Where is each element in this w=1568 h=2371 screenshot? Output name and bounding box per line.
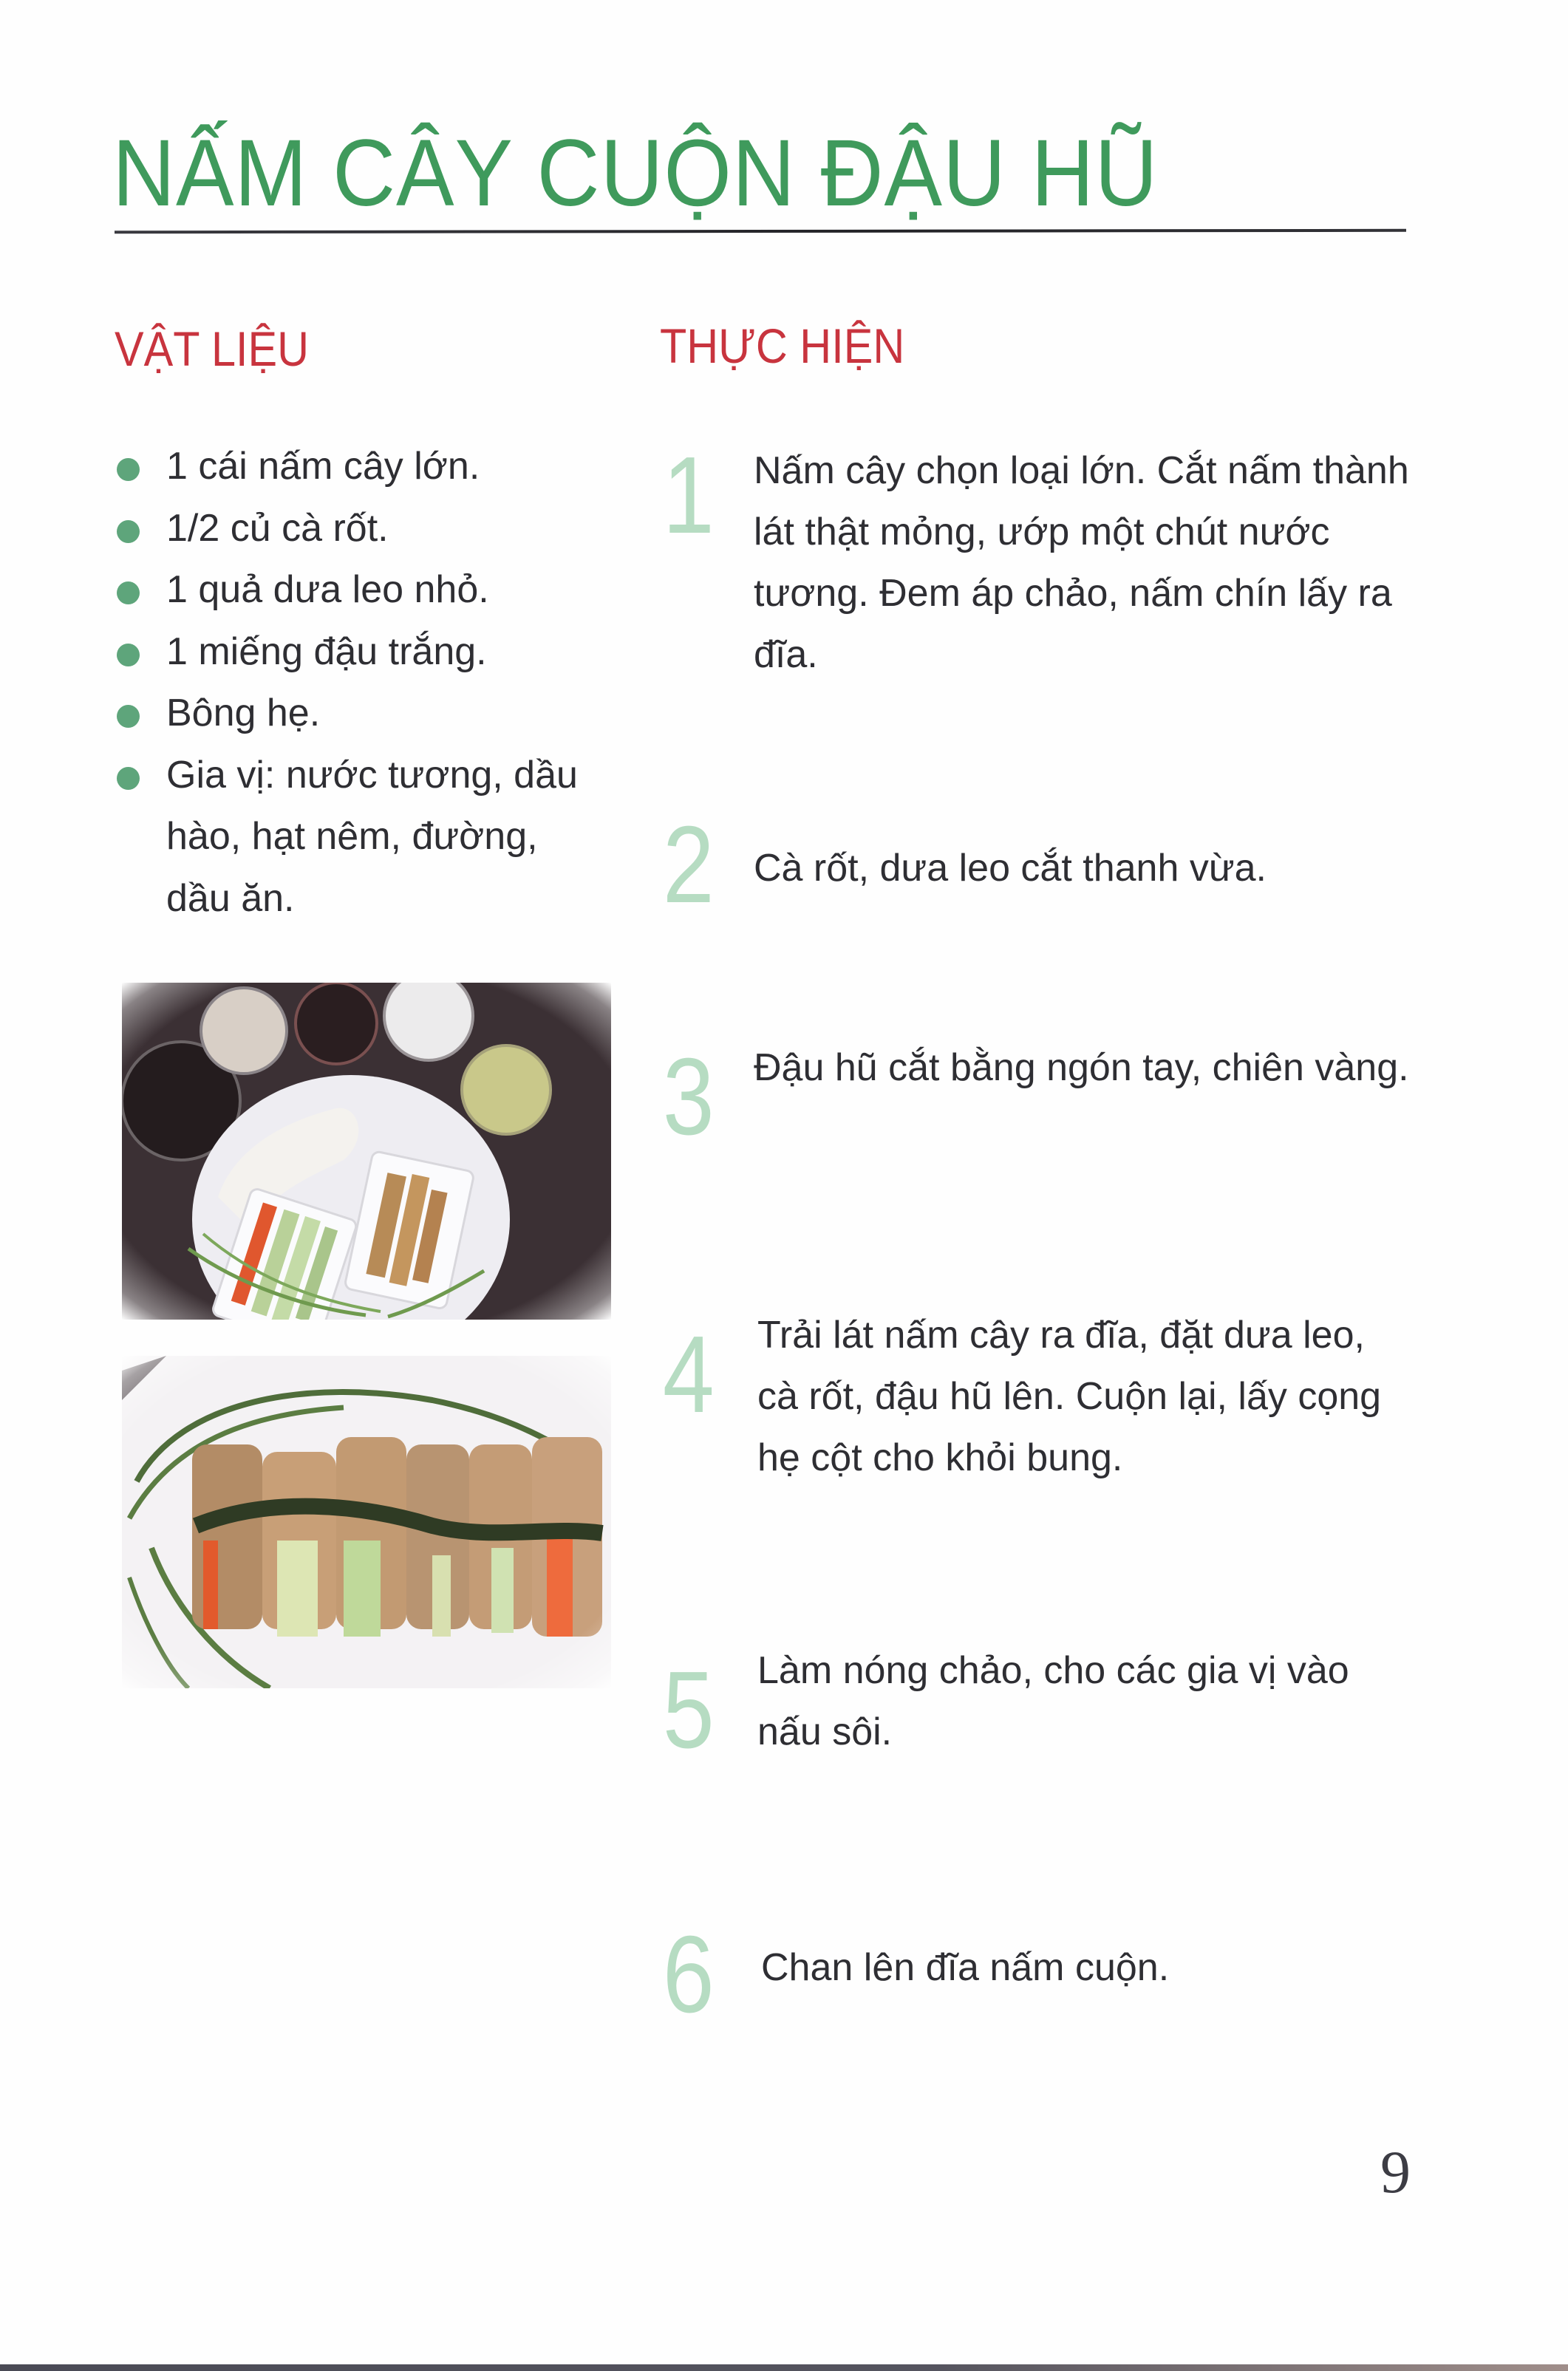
step-text: Đậu hũ cắt bằng ngón tay, chiên vàng. xyxy=(754,1046,1409,1089)
step-number: 6 xyxy=(662,1914,715,2036)
step-item xyxy=(654,434,1430,706)
ingredient-text: 1 cái nấm cây lớn. xyxy=(166,445,480,488)
ingredients-photo xyxy=(122,983,611,1320)
step-item xyxy=(654,804,1430,928)
step-text: Cà rốt, dưa leo cắt thanh vừa. xyxy=(754,847,1267,890)
step-text: Làm nóng chảo, cho các gia vị vào nấu sôi. xyxy=(757,1649,1349,1753)
ingredient-item xyxy=(115,683,632,745)
bullet-dot-icon xyxy=(117,767,140,790)
bullet-dot-icon xyxy=(117,644,140,666)
ingredient-item xyxy=(115,745,580,930)
page-number: 9 xyxy=(1380,2138,1411,2205)
step-item xyxy=(654,1914,1430,2038)
ingredient-item xyxy=(115,436,632,498)
ingredient-text: 1/2 củ cà rốt. xyxy=(166,506,389,550)
ingredients-heading: VẬT LIỆU xyxy=(115,321,310,376)
ingredient-text: 1 quả dưa leo nhỏ. xyxy=(166,568,489,611)
step-number: 1 xyxy=(662,434,715,556)
step-text: Trải lát nấm cây ra đĩa, đặt dưa leo, cà rốt, đậu hũ lên. Cuộn lại, lấy cọng hẹ cột cho khỏi bung. xyxy=(757,1314,1382,1479)
step-number: 4 xyxy=(662,1314,715,1436)
step-item xyxy=(654,1314,1430,1526)
step-item xyxy=(654,1649,1430,1803)
bullet-dot-icon xyxy=(117,705,140,728)
ingredient-item xyxy=(115,621,632,683)
finished-dish-photo-illustration xyxy=(122,1356,611,1688)
ingredient-item xyxy=(115,498,632,560)
bullet-dot-icon xyxy=(117,520,140,543)
ingredients-list xyxy=(115,436,632,929)
finished-dish-photo xyxy=(122,1356,611,1688)
ingredient-item xyxy=(115,559,632,621)
ingredients-photo-illustration xyxy=(122,983,611,1320)
step-text: Chan lên đĩa nấm cuộn. xyxy=(761,1946,1170,1989)
page-bottom-edge xyxy=(0,2364,1568,2371)
bullet-dot-icon xyxy=(117,581,140,604)
step-number: 3 xyxy=(662,1036,715,1158)
bullet-dot-icon xyxy=(117,458,140,481)
ingredient-text: Bông hẹ. xyxy=(166,692,321,734)
step-text: Nấm cây chọn loại lớn. Cắt nấm thành lát thật mỏng, ướp một chút nước tương. Đem áp chảo, nấm chín lấy ra đĩa. xyxy=(754,449,1409,676)
method-heading: THỰC HIỆN xyxy=(660,318,905,373)
step-number: 5 xyxy=(662,1649,715,1771)
step-number: 2 xyxy=(662,804,715,926)
ingredient-text: Gia vị: nước tương, dầu hào, hạt nêm, đường, dầu ăn. xyxy=(166,753,578,920)
recipe-title: NẤM CÂY CUỘN ĐẬU HŨ xyxy=(112,120,1159,226)
title-divider xyxy=(115,229,1406,233)
ingredient-text: 1 miếng đậu trắng. xyxy=(166,630,487,673)
step-item xyxy=(654,1036,1430,1190)
